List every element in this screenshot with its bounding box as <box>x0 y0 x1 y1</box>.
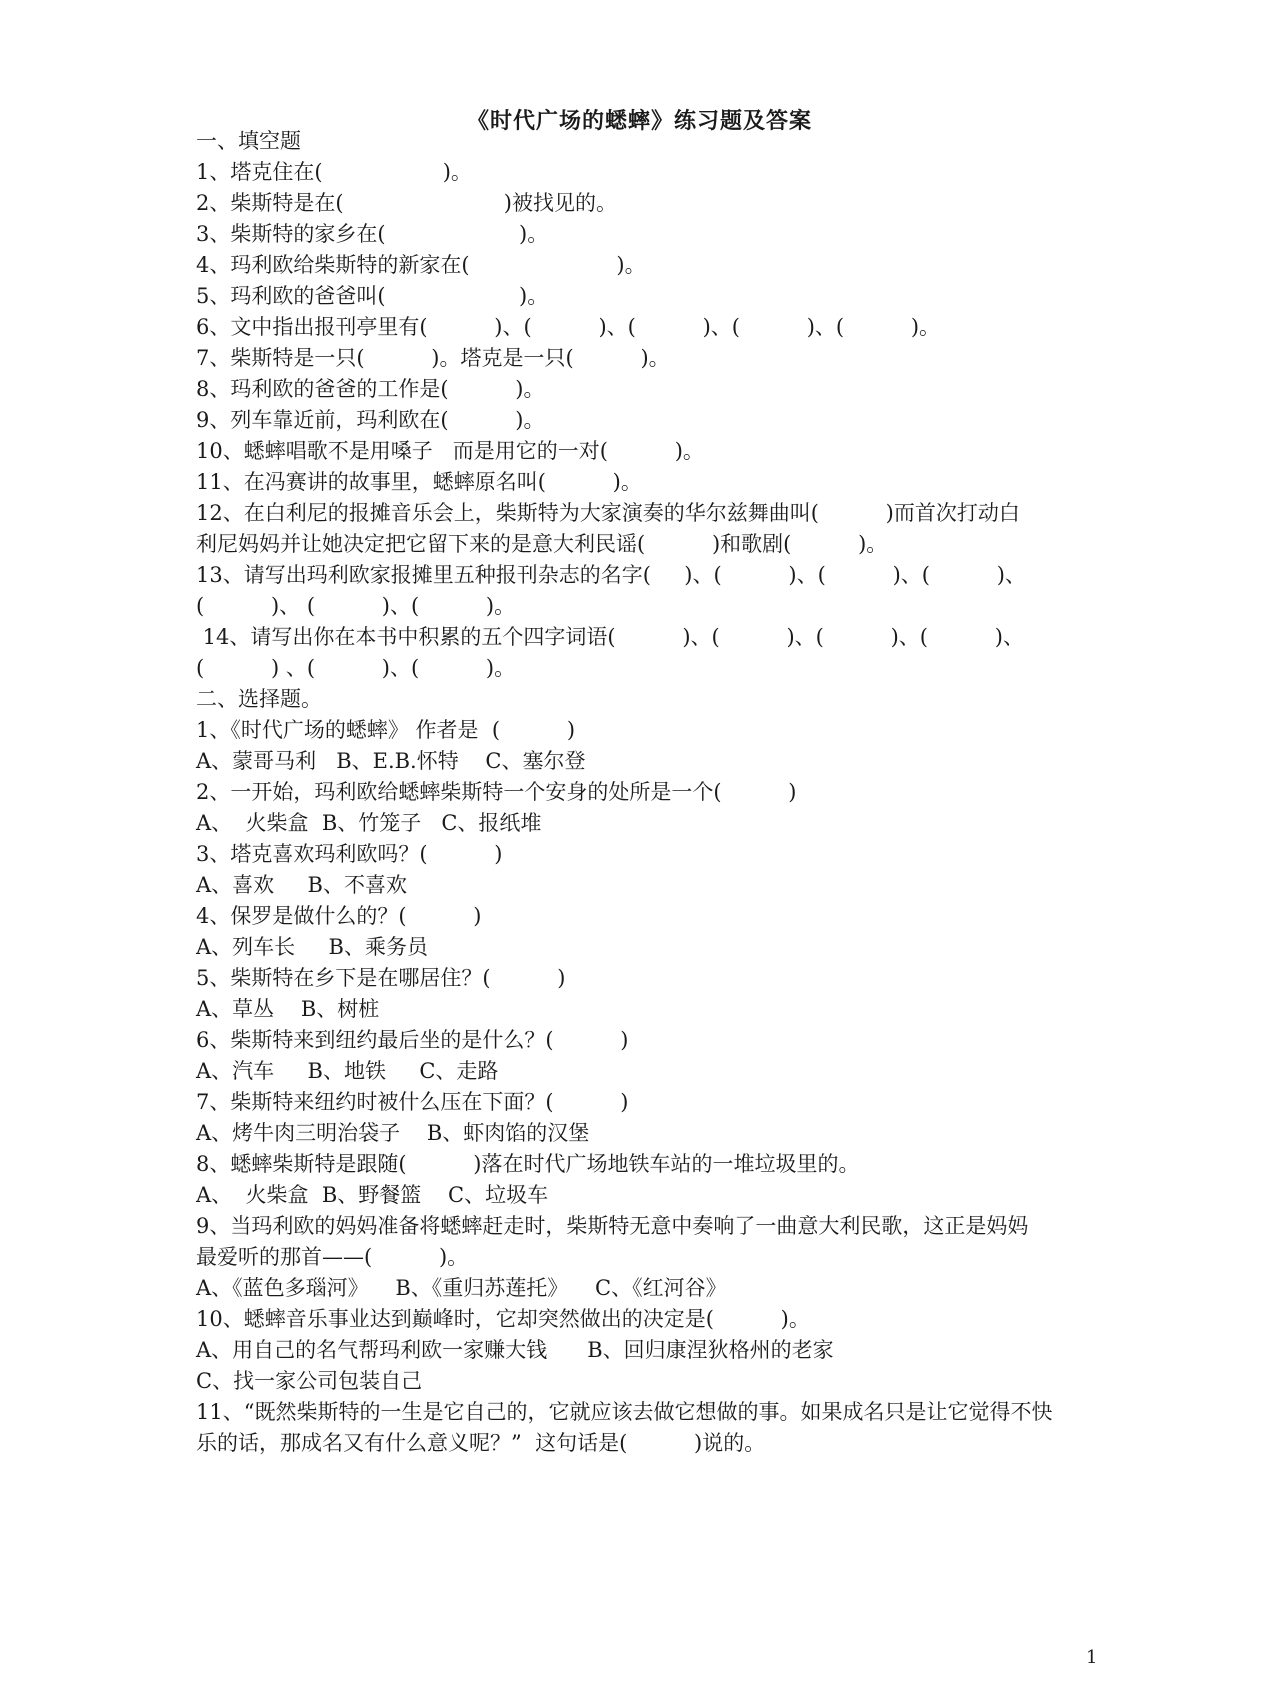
question-1-7: 7、柴斯特是一只( )。塔克是一只( )。 <box>196 346 670 370</box>
question-2-5: 5、柴斯特在乡下是在哪居住？( ) <box>196 966 566 990</box>
question-1-12-line1: 12、在白利尼的报摊音乐会上，柴斯特为大家演奏的华尔兹舞曲叫( )而首次打动白 <box>196 501 1020 525</box>
question-1-6: 6、文中指出报刊亭里有( )、( )、( )、( )、( )。 <box>196 315 941 339</box>
question-1-4: 4、玛利欧给柴斯特的新家在( )。 <box>196 253 646 277</box>
question-1-14-line2: ( ) 、( )、( )。 <box>196 656 516 680</box>
question-2-10-options-ab: A、用自己的名气帮玛利欧一家赚大钱 B、回归康涅狄格州的老家 <box>196 1338 834 1362</box>
question-2-10: 10、蟋蟀音乐事业达到巅峰时，它却突然做出的决定是( )。 <box>196 1307 810 1331</box>
question-2-9-options: A、《蓝色多瑙河》 B、《重归苏莲托》 C、《红河谷》 <box>196 1276 727 1300</box>
question-2-7-options: A、烤牛肉三明治袋子 B、虾肉馅的汉堡 <box>196 1121 590 1145</box>
question-2-11-line2: 乐的话，那成名又有什么意义呢？” 这句话是( )说的。 <box>196 1431 766 1455</box>
question-1-3: 3、柴斯特的家乡在( )。 <box>196 222 549 246</box>
question-1-14-line1: 14、请写出你在本书中积累的五个四字词语( )、( )、( )、( )、 <box>196 625 1024 649</box>
question-2-2-options: A、 火柴盒 B、竹笼子 C、报纸堆 <box>196 811 542 835</box>
question-2-4-options: A、列车长 B、乘务员 <box>196 935 428 959</box>
question-2-7: 7、柴斯特来纽约时被什么压在下面？( ) <box>196 1090 629 1114</box>
question-2-10-option-c: C、找一家公司包装自己 <box>196 1369 423 1393</box>
question-2-8: 8、蟋蟀柴斯特是跟随( )落在时代广场地铁车站的一堆垃圾里的。 <box>196 1152 860 1176</box>
question-1-13-line1: 13、请写出玛利欧家报摊里五种报刊杂志的名字( )、( )、( )、( )、 <box>196 563 1026 587</box>
question-1-1: 1、塔克住在( )。 <box>196 160 472 184</box>
question-2-3-options: A、喜欢 B、不喜欢 <box>196 873 407 897</box>
section-heading-fill-blank: 一、填空题 <box>196 129 301 153</box>
question-2-3: 3、塔克喜欢玛利欧吗？( ) <box>196 842 503 866</box>
question-1-11: 11、在冯赛讲的故事里，蟋蟀原名叫( )。 <box>196 470 642 494</box>
question-1-8: 8、玛利欧的爸爸的工作是( )。 <box>196 377 545 401</box>
question-1-5: 5、玛利欧的爸爸叫( )。 <box>196 284 549 308</box>
question-2-6: 6、柴斯特来到纽约最后坐的是什么？( ) <box>196 1028 629 1052</box>
question-1-2: 2、柴斯特是在( )被找见的。 <box>196 191 617 215</box>
page-number: 1 <box>1086 1647 1098 1668</box>
question-2-11-line1: 11、“既然柴斯特的一生是它自己的，它就应该去做它想做的事。如果成名只是让它觉得不快 <box>196 1400 1053 1424</box>
question-2-8-options: A、 火柴盒 B、野餐篮 C、垃圾车 <box>196 1183 549 1207</box>
question-2-5-options: A、草丛 B、树桩 <box>196 997 380 1021</box>
question-1-12-line2: 利尼妈妈并让她决定把它留下来的是意大利民谣( )和歌剧( )。 <box>196 532 888 556</box>
document-title: 《时代广场的蟋蟀》练习题及答案 <box>466 108 812 134</box>
question-2-9-line2: 最爱听的那首——( )。 <box>196 1245 469 1269</box>
question-2-1-options: A、蒙哥马利 B、E.B.怀特 C、塞尔登 <box>196 749 586 773</box>
question-2-9-line1: 9、当玛利欧的妈妈准备将蟋蟀赶走时，柴斯特无意中奏响了一曲意大利民歌，这正是妈妈 <box>196 1214 1029 1238</box>
question-2-1: 1、《时代广场的蟋蟀》 作者是 ( ) <box>196 718 576 742</box>
section-heading-multiple-choice: 二、选择题。 <box>196 687 322 711</box>
question-2-6-options: A、汽车 B、地铁 C、走路 <box>196 1059 499 1083</box>
question-2-2: 2、一开始，玛利欧给蟋蟀柴斯特一个安身的处所是一个( ) <box>196 780 797 804</box>
question-2-4: 4、保罗是做什么的？( ) <box>196 904 482 928</box>
question-1-9: 9、列车靠近前，玛利欧在( )。 <box>196 408 545 432</box>
question-1-10: 10、蟋蟀唱歌不是用嗓子 而是用它的一对( )。 <box>196 439 704 463</box>
question-1-13-line2: ( )、 ( )、( )。 <box>196 594 516 618</box>
